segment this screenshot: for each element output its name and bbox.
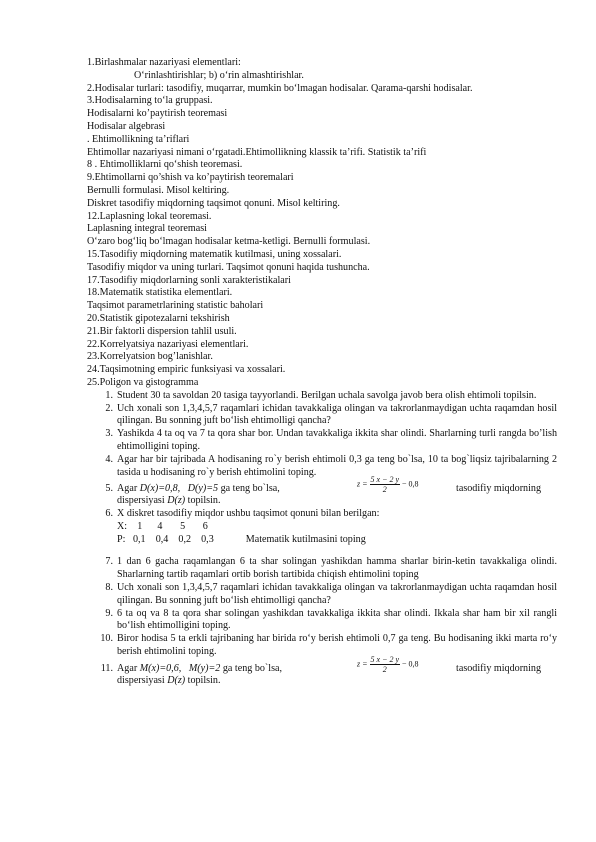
topic-line: Hodisalar algebrasi [87, 120, 166, 132]
topic-line: 3.Hodisalarning to‘la gruppasi. [87, 95, 213, 107]
topic-line: O‘rinlashtirishlar; b) o‘rin almashtirishlar. [134, 69, 304, 81]
topic-line: Tasodifiy miqdor va uning turlari. Taqsimot qonuni haqida tushuncha. [87, 261, 370, 273]
topic-line: Diskret tasodifiy miqdorning taqsimot qonuni. Misol keltiring. [87, 197, 340, 209]
topic-line: 12.Laplasning lokal teoremasi. [87, 210, 212, 222]
distribution-task: Matematik kutilmasini toping [245, 533, 366, 545]
problem-item [87, 454, 557, 480]
problem-item [87, 390, 557, 403]
topic-line: 15.Tasodifiy miqdorning matematik kutilmasi, uning xossalari. [87, 248, 342, 260]
problem-item [87, 556, 557, 582]
expectation-y: M(y)=2 [188, 662, 221, 674]
topic-line: Hodisalarni ko’paytirish teoremasi [87, 108, 228, 120]
problem-number: 9. [105, 607, 113, 619]
problem-item [87, 633, 557, 659]
topic-line: 8 . Ehtimolliklarni qo‘shish teoremasi. [87, 159, 243, 171]
topic-line: 18.Matematik statistika elementlari. [87, 287, 233, 299]
problem-text: Student 30 ta savoldan 20 tasiga tayyorlandi. Berilgan uchala savolga javob bera olish ehtimoli topilsin. [117, 389, 537, 401]
topic-line: 2.Hodisalar turlari: tasodifiy, muqarrar, mumkin bo‘lmagan hodisalar. Qarama-qarshi hodisalar. [87, 82, 473, 94]
problem-text-tail: tasodifiy miqdorning [456, 483, 541, 495]
topic-line: 9.Ehtimollarni qo’shish va ko’paytirish teoremalari [87, 172, 294, 184]
problem-item [87, 428, 557, 454]
distribution-x-row: X: 1 4 5 6 [117, 520, 208, 532]
problem-number: 8. [105, 582, 113, 594]
problem-number: 3. [105, 428, 113, 440]
problem-text: Agar M(x)=0,6, M(y)=2 ga teng bo`lsa, [117, 662, 283, 674]
problem-number: 7. [105, 556, 113, 568]
problem-continuation: dispersiyasi D(z) topilsin. [117, 495, 221, 507]
problem-item [87, 582, 557, 608]
topic-line: 24.Taqsimotning empiric funksiyasi va xossalari. [87, 364, 286, 376]
problem-text: Agar har bir tajribada A hodisaning ro`y berish ehtimoli 0,3 ga teng bo`lsa, 10 ta bog`liqsiz tajribalarning 2 tasida u hodisaning ro`y berish ehtimolini toping. [117, 453, 557, 478]
variance-y: D(y)=5 [187, 483, 219, 495]
formula-z: z = $\frac{5 x - 2 y}{2}$ − 0,8 [357, 654, 419, 674]
topic-list [87, 57, 557, 390]
topic-line: Ehtimollar nazariyasi nimani o‘rgatadi.Ehtimollikning klassik ta’rifi. Statistik ta’rifi [87, 146, 427, 158]
problem-text: 6 ta oq va 8 ta qora shar solingan yashikdan tavakkaliga ikkita shar olindi. Ikkala shar ham bir xil rangli bo‘lish ehtimolligini toping. [117, 607, 557, 632]
problem-number: 6. [105, 508, 113, 520]
problem-text: Uch xonali son 1,3,4,5,7 raqamlari ichidan tavakkaliga olingan va takrorlanmaydigan uchta raqamdan hosil qilingan. Bu sonning juft bo‘lish ehtimolligi qancha? [117, 582, 557, 606]
problem-item [87, 508, 557, 521]
expectation-x: M(x)=0,6, [139, 662, 182, 674]
topic-line: . Ehtimollikning ta’riflari [87, 133, 190, 145]
topic-line: 21.Bir faktorli dispersion tahlil usuli. [87, 325, 237, 337]
problem-number: 11. [100, 662, 113, 674]
topic-line: 23.Korrelyatsion bog’lanishlar. [87, 351, 213, 363]
topic-line: 25.Poligon va gistogramma [87, 376, 199, 388]
problem-text: Biror hodisa 5 ta erkli tajribaning har birida ro‘y berish ehtimoli 0,7 ga teng. Bu hodisaning ikki marta ro‘y berish ehtimolini toping. [117, 633, 557, 658]
distribution-p-row: P: 0,1 0,4 0,2 0,3 Matematik kutilmasini toping [117, 533, 366, 545]
topic-line: 22.Korrelyatsiya nazariyasi elementlari. [87, 338, 249, 350]
problem-text: Uch xonali son 1,3,4,5,7 raqamlari ichidan tavakkaliga olingan va takrorlanmaydigan uchta raqamdan hosil qilingan. Bu sonning juft bo‘lish ehtimolligi qancha? [117, 402, 557, 427]
problem-number: 4. [105, 453, 113, 465]
document-page [87, 57, 557, 688]
variance-x: D(x)=0,8, [139, 483, 181, 495]
topic-line: 1.Birlashmalar nazariyasi elementlari: [87, 57, 241, 68]
problem-text: Yashikda 4 ta oq va 7 ta qora shar bor. Undan tavakkaliga ikkita shar olindi. Sharlarning turli rangda bo’lish ehtimolligini toping. [117, 428, 557, 452]
problem-continuation: dispersiyasi D(z) topilsin. [117, 674, 221, 686]
problem-item [87, 608, 557, 634]
problem-text: Agar D(x)=0,8, D(y)=5 ga teng bo`lsa, [117, 483, 280, 495]
problem-text: X diskret tasodifiy miqdor ushbu taqsimot qonuni bilan berilgan: [117, 508, 380, 520]
problem-number: 2. [105, 402, 113, 414]
topic-line: Taqsimot parametrlarining statistic baholari [87, 300, 264, 312]
problem-list [87, 390, 557, 688]
topic-line: Laplasning integral teoremasi [87, 223, 207, 235]
topic-line: O‘zaro bog‘liq bo‘lmagan hodisalar ketma-ketligi. Bernulli formulasi. [87, 236, 371, 248]
problem-text: 1 dan 6 gacha raqamlangan 6 ta shar solingan yashikdan hamma sharlar birin-ketin tavakkaliga olindi. Sharlarning tartib raqamlari ortib borish tartibida chiqish ehtimolini toping [117, 556, 557, 581]
formula-fraction: $\frac{5 x - 2 y}{2}$ [370, 475, 400, 495]
problem-number: 5. [105, 483, 113, 495]
topic-line: 17.Tasodifiy miqdorlarning sonli xarakteristikalari [87, 274, 291, 286]
problem-number: 10. [100, 633, 113, 645]
problem-number: 1. [105, 389, 113, 401]
topic-line: 20.Statistik gipotezalarni tekshirish [87, 312, 230, 324]
problem-item [87, 403, 557, 429]
problem-text-tail: tasodifiy miqdorning [456, 662, 541, 674]
formula-fraction: $\frac{5 x - 2 y}{2}$ [370, 654, 400, 674]
topic-line: Bernulli formulasi. Misol keltiring. [87, 184, 230, 196]
formula-z: z = $\frac{5 x - 2 y}{2}$ − 0,8 [357, 475, 419, 495]
